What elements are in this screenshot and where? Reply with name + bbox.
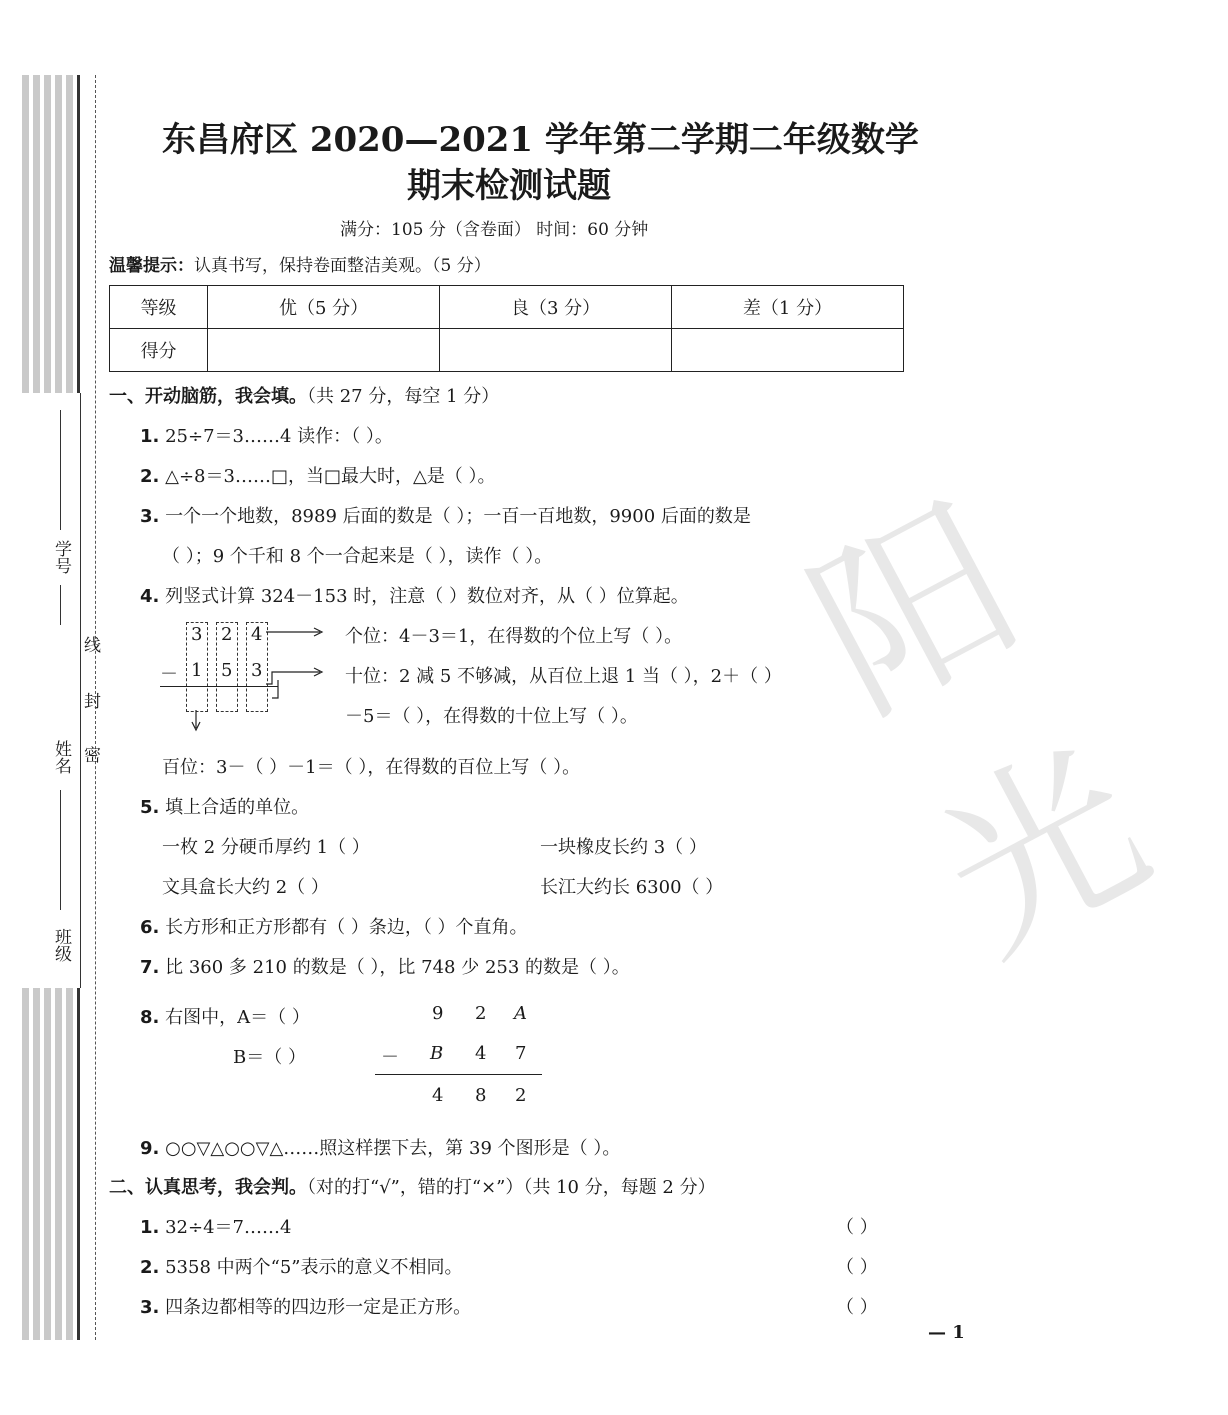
seal-char-seal: 封 [80,692,100,709]
tip-text: 认真书写，保持卷面整洁美观。（5 分） [194,256,491,276]
question-8-b: B＝（ ） [233,1047,306,1068]
question-number: 3. [140,1297,160,1318]
binding-solid-line [80,393,81,988]
question-8 [140,1003,310,1029]
q4-tens-step-cont: －5＝（ ），在得数的十位上写（ ）。 [345,706,638,727]
exam-meta: 满分：105 分（含卷面） 时间：60 分钟 [340,220,649,240]
question-text: 一个一个地数，8989 后面的数是（ ）；一百一百地数，9900 后面的数是 [165,506,751,527]
student-id-label: 学号 [51,540,71,574]
subtraction-diagram [160,620,340,740]
q4-tens-step: 十位：2 减 5 不够减，从百位上退 1 当（ ），2＋（ ） [345,666,782,687]
question-number: 1. [140,426,160,447]
digit: 4 [251,624,263,645]
question-text: 列竖式计算 324－153 时，注意（ ）数位对齐，从（ ）位算起。 [165,586,689,607]
question-text: 比 360 多 210 的数是（ ），比 748 少 253 的数是（ ）。 [165,957,630,978]
page-title-line2: 期末检测试题 [407,166,611,206]
q8-digit: 9 [432,1003,444,1024]
question-text: △÷8＝3……□，当□最大时，△是（ ）。 [165,466,496,487]
question-number: 4. [140,586,160,607]
question-3 [140,502,751,528]
question-text: 右图中，A＝（ ） [165,1007,310,1028]
digit: 1 [191,660,203,681]
section1-heading [109,382,499,408]
question-text: 25÷7＝3……4 读作：（ ）。 [165,426,393,447]
digit: 5 [221,660,233,681]
judge-item [140,1213,291,1239]
binding-stripes-bottom [22,988,82,1340]
q5-item: 长江大约长 6300（ ） [540,877,724,898]
question-number: 1. [140,1217,160,1238]
q8-digit: 8 [475,1085,487,1106]
q4-ones-step: 个位：4－3＝1，在得数的个位上写（ ）。 [345,626,683,647]
page-number: — 1 [928,1322,965,1343]
question-number: 7. [140,957,160,978]
score-input-cell[interactable] [208,329,440,372]
q5-item: 一块橡皮长约 3（ ） [540,837,707,858]
question-number: 8. [140,1007,160,1028]
q5-item: 一枚 2 分硬币厚约 1（ ） [162,837,370,858]
question-3-cont: （ ）；9 个千和 8 个一合起来是（ ），读作（ ）。 [162,546,553,567]
digit: 3 [251,660,263,681]
seal-char-secret: 密 [80,746,100,763]
judge-answer-paren[interactable]: （ ） [836,1257,878,1278]
name-label: 姓名 [51,740,71,774]
section1-note: （共 27 分，每空 1 分） [307,386,500,407]
grade-row-levels [110,286,904,329]
question-number: 5. [140,797,160,818]
question-text: ○○▽△○○▽△……照这样摆下去，第 39 个图形是（ ）。 [165,1138,621,1159]
q8-result-line [375,1074,542,1075]
question-4 [140,582,689,608]
question-number: 2. [140,1257,160,1278]
seal-char-line: 线 [80,636,100,653]
q5-item: 文具盒长大约 2（ ） [162,877,329,898]
tip-row [109,251,491,276]
digit: 3 [191,624,203,645]
question-number: 9. [140,1138,160,1159]
student-id-line [60,410,61,530]
q8-digit: 2 [475,1003,487,1024]
judge-answer-paren[interactable]: （ ） [836,1217,878,1238]
section1-title: 一、开动脑筋，我会填。 [109,386,307,407]
q4-hundreds-step: 百位：3－（ ）－1＝（ ），在得数的百位上写（ ）。 [162,757,581,778]
binding-stripes-top [22,75,82,393]
q8-digit: B [430,1043,444,1064]
question-number: 6. [140,917,160,938]
page-title-line1: 东昌府区 2020—2021 学年第二学期二年级数学 [162,120,919,160]
q8-digit: 4 [432,1085,444,1106]
q8-digit: A [514,1003,527,1024]
class-label: 班级 [51,928,71,962]
q8-minus: － [381,1047,399,1068]
section2-title: 二、认真思考，我会判。 [109,1177,307,1198]
question-text: 长方形和正方形都有（ ）条边，（ ）个直角。 [165,917,528,938]
student-id-line-2 [60,585,61,625]
minus-sign: － [160,664,178,685]
question-text: 5358 中两个“5”表示的意义不相同。 [165,1257,463,1278]
watermark: 阳光 [779,477,1162,994]
grade-cell: 良（3 分） [440,286,672,329]
digit: 2 [221,624,233,645]
question-5 [140,793,309,819]
q8-digit: 7 [515,1043,527,1064]
question-7 [140,953,630,979]
score-label-cell: 得分 [110,329,208,372]
judge-item [140,1293,471,1319]
question-1 [140,422,393,448]
question-2 [140,462,496,488]
question-text: 四条边都相等的四边形一定是正方形。 [165,1297,472,1318]
q8-digit: 4 [475,1043,487,1064]
section2-note: （对的打“√”，错的打“×”）（共 10 分，每题 2 分） [307,1177,716,1198]
question-text: 32÷4＝7……4 [165,1217,292,1238]
question-number: 2. [140,466,160,487]
grade-table [109,285,904,372]
name-line [60,790,61,910]
tip-label: 温馨提示： [109,256,194,276]
q8-digit: 2 [515,1085,527,1106]
grade-cell: 优（5 分） [208,286,440,329]
grade-cell: 等级 [110,286,208,329]
grade-row-score [110,329,904,372]
score-input-cell[interactable] [440,329,672,372]
judge-answer-paren[interactable]: （ ） [836,1297,878,1318]
judge-item [140,1253,463,1279]
question-text: 填上合适的单位。 [165,797,310,818]
grade-cell: 差（1 分） [672,286,904,329]
question-number: 3. [140,506,160,527]
arrow-lines [160,620,340,740]
question-6 [140,913,528,939]
score-input-cell[interactable] [672,329,904,372]
question-9 [140,1134,620,1160]
section2-heading [109,1173,716,1199]
